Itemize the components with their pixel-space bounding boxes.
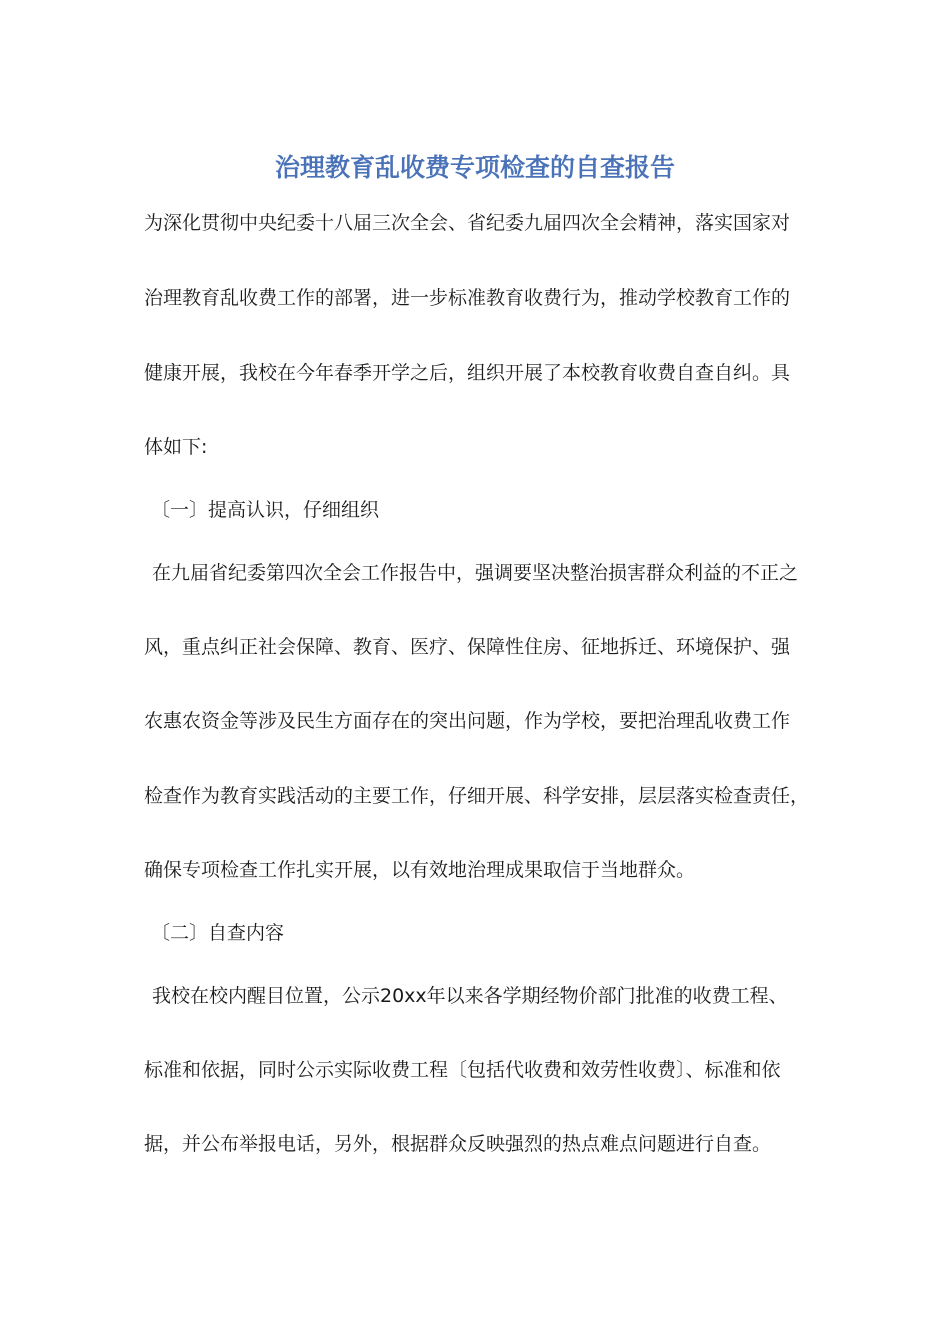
document-title: 治理教育乱收费专项检查的自查报告 (274, 153, 675, 182)
section-heading: 〔二〕自查内容 (151, 922, 285, 944)
paragraph-line: 健康开展，我校在今年春季开学之后，组织开展了本校教育收费自查自纠。具 (144, 362, 791, 384)
paragraph-line: 为深化贯彻中央纪委十八届三次全会、省纪委九届四次全会精神，落实国家对 (144, 212, 791, 234)
paragraph-line: 标准和依据，同时公示实际收费工程〔包括代收费和效劳性收费〕、标准和依 (144, 1059, 781, 1081)
paragraph-line: 治理教育乱收费工作的部署，进一步标准教育收费行为，推动学校教育工作的 (144, 287, 791, 309)
paragraph-line: 确保专项检查工作扎实开展，以有效地治理成果取信于当地群众。 (144, 859, 696, 881)
paragraph-line: 检查作为教育实践活动的主要工作，仔细开展、科学安排，层层落实检查责任， (144, 785, 810, 807)
paragraph-line: 我校在校内醒目位置，公示20xx年以来各学期经物价部门批准的收费工程、 (152, 985, 788, 1007)
paragraph-line: 体如下: (144, 436, 208, 458)
paragraph-line: 在九届省纪委第四次全会工作报告中，强调要坚决整治损害群众利益的不正之 (152, 562, 799, 584)
paragraph-line: 据，并公布举报电话，另外，根据群众反映强烈的热点难点问题进行自查。 (144, 1133, 772, 1155)
section-heading: 〔一〕提高认识，仔细组织 (151, 499, 380, 521)
paragraph-line: 农惠农资金等涉及民生方面存在的突出问题，作为学校，要把治理乱收费工作 (144, 710, 791, 732)
paragraph-line: 风，重点纠正社会保障、教育、医疗、保障性住房、征地拆迁、环境保护、强 (144, 636, 791, 658)
